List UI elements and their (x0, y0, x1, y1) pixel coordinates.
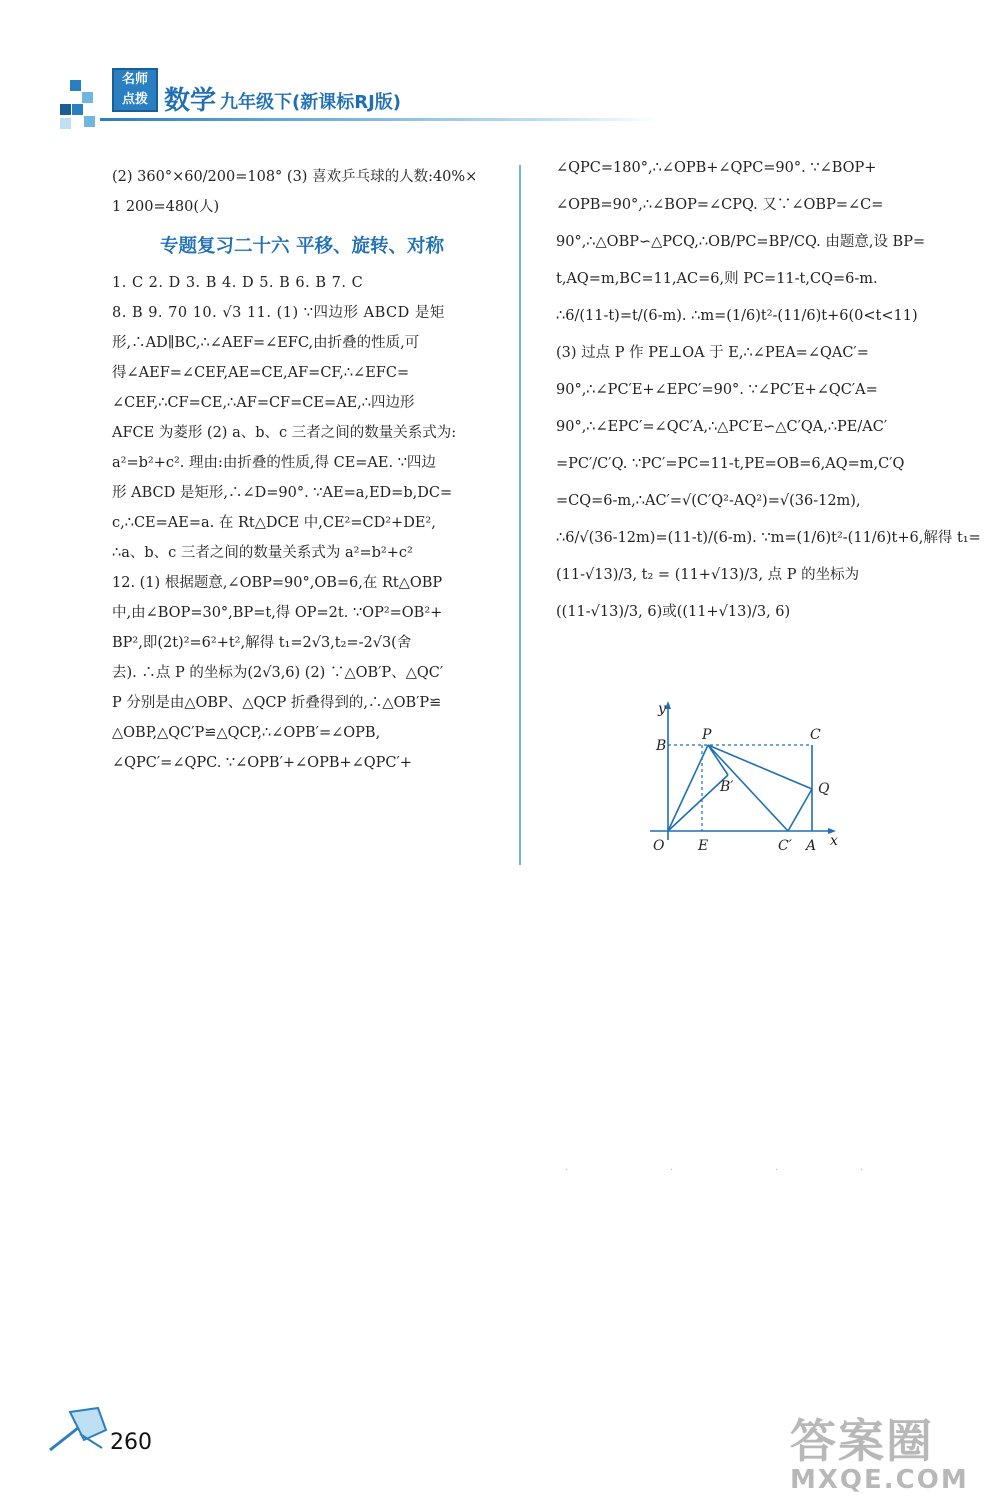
label-P: P (702, 727, 712, 743)
label-O: O (653, 838, 665, 854)
right-column (556, 150, 981, 631)
watermark-top-text: 答案圈 (790, 1414, 934, 1468)
segment-OBp (668, 775, 728, 831)
label-B-prime: B′ (720, 779, 734, 795)
text-line: 去). ∴点 P 的坐标为(2√3,6) (2) ∵△OB′P、△QC′ (112, 665, 444, 681)
left-column (112, 162, 492, 778)
text-line: t,AQ=m,BC=11,AC=6,则 PC=11-t,CQ=6-m. (556, 271, 878, 287)
label-A: A (806, 838, 817, 854)
text-line: 得∠AEF=∠CEF,AE=CE,AF=CF,∴∠EFC= (112, 365, 410, 381)
logo-top-text: 名师 (121, 72, 148, 87)
column-divider (519, 165, 521, 865)
label-C: C (810, 727, 821, 743)
text-line: 形 ABCD 是矩形,∴∠D=90°. ∵AE=a,ED=b,DC= (112, 485, 453, 501)
text-line: ∴6/(11-t)=t/(6-m). ∴m=(1/6)t²-(11/6)t+6(0<t<11) (556, 308, 918, 324)
series-logo (112, 68, 158, 112)
text-line: =CQ=6-m,∴AC′=√(C′Q²-AQ²)=√(36-12m), (556, 493, 861, 509)
text-line: △OBP,△QC′P≌△QCP,∴∠OPB′=∠OPB, (112, 725, 381, 741)
text-line: ((11-√13)/3, 6)或((11+√13)/3, 6) (556, 604, 791, 620)
scan-dot: · (565, 1165, 569, 1176)
label-E: E (698, 838, 709, 854)
text-line: (2) 360°×60/200=108° (3) 喜欢乒乓球的人数:40%× (112, 169, 478, 185)
text-line: c,∴CE=AE=a. 在 Rt△DCE 中,CE²=CD²+DE², (112, 515, 436, 531)
label-y: y (658, 701, 666, 717)
text-line: =PC′/C′Q. ∵PC′=PC=11-t,PE=OB=6,AQ=m,C′Q (556, 456, 905, 472)
label-B: B (656, 738, 667, 754)
text-line: 90°,∴∠EPC′=∠QC′A,∴△PC′E∽△C′QA,∴PE/AC′ (556, 419, 888, 435)
scan-dot: · (860, 1165, 864, 1176)
text-line: AFCE 为菱形 (2) a、b、c 三者之间的数量关系式为: (112, 425, 457, 441)
text-line: ∴6/√(36-12m)=(11-t)/(6-m). ∵m=(1/6)t²-(11/6)t+6,解得 t₁= (556, 530, 981, 546)
text-line: 1 200=480(人) (112, 199, 220, 215)
text-line: ∠OPB=90°,∴∠BOP=∠CPQ. 又∵∠OBP=∠C= (556, 197, 884, 213)
page-number: 260 (110, 1430, 152, 1455)
text-line: 12. (1) 根据题意,∠OBP=90°,OB=6,在 Rt△OBP (112, 575, 443, 591)
label-Q: Q (818, 781, 830, 797)
logo-bottom-text: 点拨 (121, 92, 148, 107)
watermark-logo (790, 1405, 980, 1505)
text-line: 中,由∠BOP=30°,BP=t,得 OP=2t. ∵OP²=OB²+ (112, 605, 443, 621)
text-line: (3) 过点 P 作 PE⊥OA 于 E,∴∠PEA=∠QAC′= (556, 345, 869, 361)
answers-line: 8. B 9. 70 10. √3 11. (1) ∵四边形 ABCD 是矩 (112, 305, 445, 321)
text-line: (11-√13)/3, t₂ = (11+√13)/3, 点 P 的坐标为 (556, 567, 860, 583)
text-line: a²=b²+c². 理由:由折叠的性质,得 CE=AE. ∵四边 (112, 455, 436, 471)
segment-CpQ (788, 789, 812, 831)
header-rule (100, 118, 660, 121)
text-line: 90°,∴∠PC′E+∠EPC′=90°. ∵∠PC′E+∠QC′A= (556, 382, 878, 398)
page-header (60, 68, 620, 138)
text-line: 90°,∴△OBP∽△PCQ,∴OB/PC=BP/CQ. 由题意,设 BP= (556, 234, 926, 250)
geometry-figure (640, 695, 850, 865)
section-title: 专题复习二十六 平移、旋转、对称 (160, 236, 444, 257)
grade-subtitle: 九年级下(新课标RJ版) (220, 92, 402, 113)
text-line: ∠QPC=180°,∴∠OPB+∠QPC=90°. ∵∠BOP+ (556, 160, 877, 176)
scan-dot: · (775, 1165, 779, 1176)
pushpin-icon (40, 1400, 120, 1460)
label-x: x (830, 833, 838, 849)
text-line: P 分别是由△OBP、△QCP 折叠得到的,∴△OB′P≌ (112, 695, 442, 711)
text-line: ∠CEF,∴CF=CE,∴AF=CF=CE=AE,∴四边形 (112, 395, 415, 411)
text-line: ∠QPC′=∠QPC. ∵∠OPB′+∠OPB+∠QPC′+ (112, 755, 412, 771)
text-line: ∴a、b、c 三者之间的数量关系式为 a²=b²+c² (112, 545, 413, 561)
decorative-squares-icon (60, 80, 100, 130)
text-line: 形,∴AD∥BC,∴∠AEF=∠EFC,由折叠的性质,可 (112, 335, 420, 351)
answers-line: 1. C 2. D 3. B 4. D 5. B 6. B 7. C (112, 275, 364, 291)
subject-title: 数学 (164, 86, 217, 116)
scan-dot: · (670, 1165, 674, 1176)
watermark-bottom-text: MXQE.COM (790, 1465, 969, 1495)
text-line: BP²,即(2t)²=6²+t²,解得 t₁=2√3,t₂=-2√3(舍 (112, 635, 412, 651)
label-C-prime: C′ (778, 838, 792, 854)
